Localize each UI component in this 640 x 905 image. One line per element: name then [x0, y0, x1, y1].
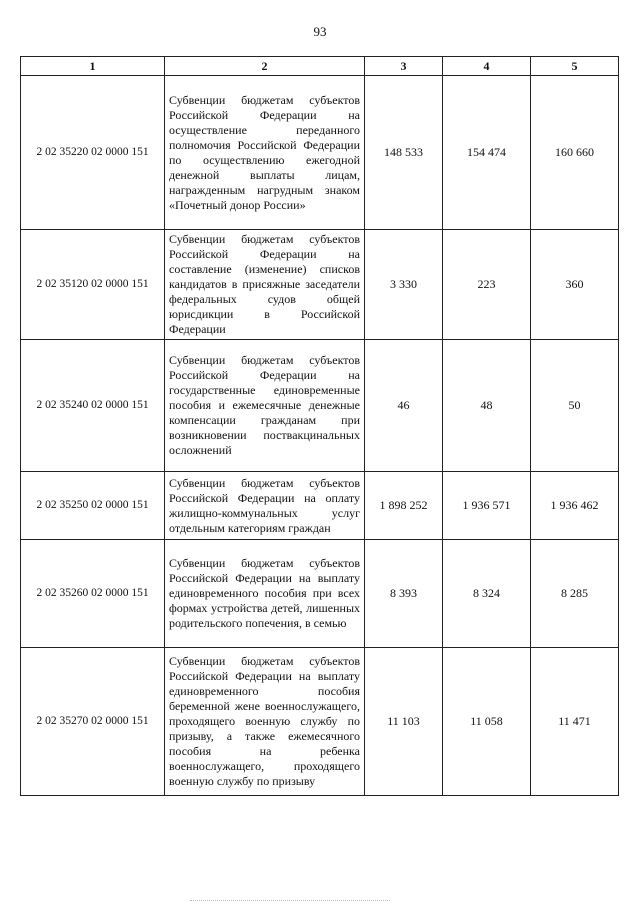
page-number: 93	[313, 24, 327, 39]
scan-artifact	[190, 900, 390, 902]
row-description: Субвенции бюджетам субъектов Российской Федерации на выплату единовременного пособия при всех формах устройства детей, лишенных родительского попечения, в семью	[165, 540, 365, 648]
value-col-4: 1 936 571	[443, 472, 531, 540]
budget-code: 2 02 35120 02 0000 151	[21, 230, 165, 340]
budget-code: 2 02 35270 02 0000 151	[21, 648, 165, 796]
value-col-5: 50	[531, 340, 619, 472]
header-row	[21, 57, 619, 76]
value-col-5: 360	[531, 230, 619, 340]
row-description: Субвенции бюджетам субъектов Российской Федерации на государственные единовременные пособия и ежемесячные денежные компенсации гражданам при возникновении поствакцинальных осложнений	[165, 340, 365, 472]
table-row	[21, 76, 619, 230]
value-col-4: 223	[443, 230, 531, 340]
value-col-4: 11 058	[443, 648, 531, 796]
value-col-4: 8 324	[443, 540, 531, 648]
column-header-5: 5	[531, 57, 619, 76]
row-description: Субвенции бюджетам субъектов Российской Федерации на осуществление переданного полномочия Российской Федерации по осуществлению ежегодной денежной выплаты лицам, награжденным нагрудным знаком «Почетный донор России»	[165, 76, 365, 230]
value-col-4: 48	[443, 340, 531, 472]
budget-code: 2 02 35250 02 0000 151	[21, 472, 165, 540]
row-description: Субвенции бюджетам субъектов Российской Федерации на составление (изменение) списков кандидатов в присяжные заседатели федеральных судов общей юрисдикции в Российской Федерации	[165, 230, 365, 340]
table-row	[21, 648, 619, 796]
table-row	[21, 340, 619, 472]
value-col-5: 160 660	[531, 76, 619, 230]
table-row	[21, 540, 619, 648]
value-col-5: 1 936 462	[531, 472, 619, 540]
column-header-3: 3	[365, 57, 443, 76]
value-col-4: 154 474	[443, 76, 531, 230]
row-description: Субвенции бюджетам субъектов Российской Федерации на выплату единовременного пособия беременной жене военнослужащего, проходящего военную службу по призыву, а также ежемесячного пособия на ребенка военнослужащего, проходящего военную службу по призыву	[165, 648, 365, 796]
budget-code: 2 02 35220 02 0000 151	[21, 76, 165, 230]
value-col-3: 46	[365, 340, 443, 472]
row-description: Субвенции бюджетам субъектов Российской Федерации на оплату жилищно-коммунальных услуг отдельным категориям граждан	[165, 472, 365, 540]
value-col-3: 1 898 252	[365, 472, 443, 540]
table-row	[21, 472, 619, 540]
value-col-3: 3 330	[365, 230, 443, 340]
value-col-3: 8 393	[365, 540, 443, 648]
budget-table	[20, 56, 619, 796]
value-col-5: 8 285	[531, 540, 619, 648]
value-col-5: 11 471	[531, 648, 619, 796]
budget-code: 2 02 35260 02 0000 151	[21, 540, 165, 648]
table-row	[21, 230, 619, 340]
column-header-4: 4	[443, 57, 531, 76]
column-header-1: 1	[21, 57, 165, 76]
budget-code: 2 02 35240 02 0000 151	[21, 340, 165, 472]
column-header-2: 2	[165, 57, 365, 76]
value-col-3: 11 103	[365, 648, 443, 796]
value-col-3: 148 533	[365, 76, 443, 230]
